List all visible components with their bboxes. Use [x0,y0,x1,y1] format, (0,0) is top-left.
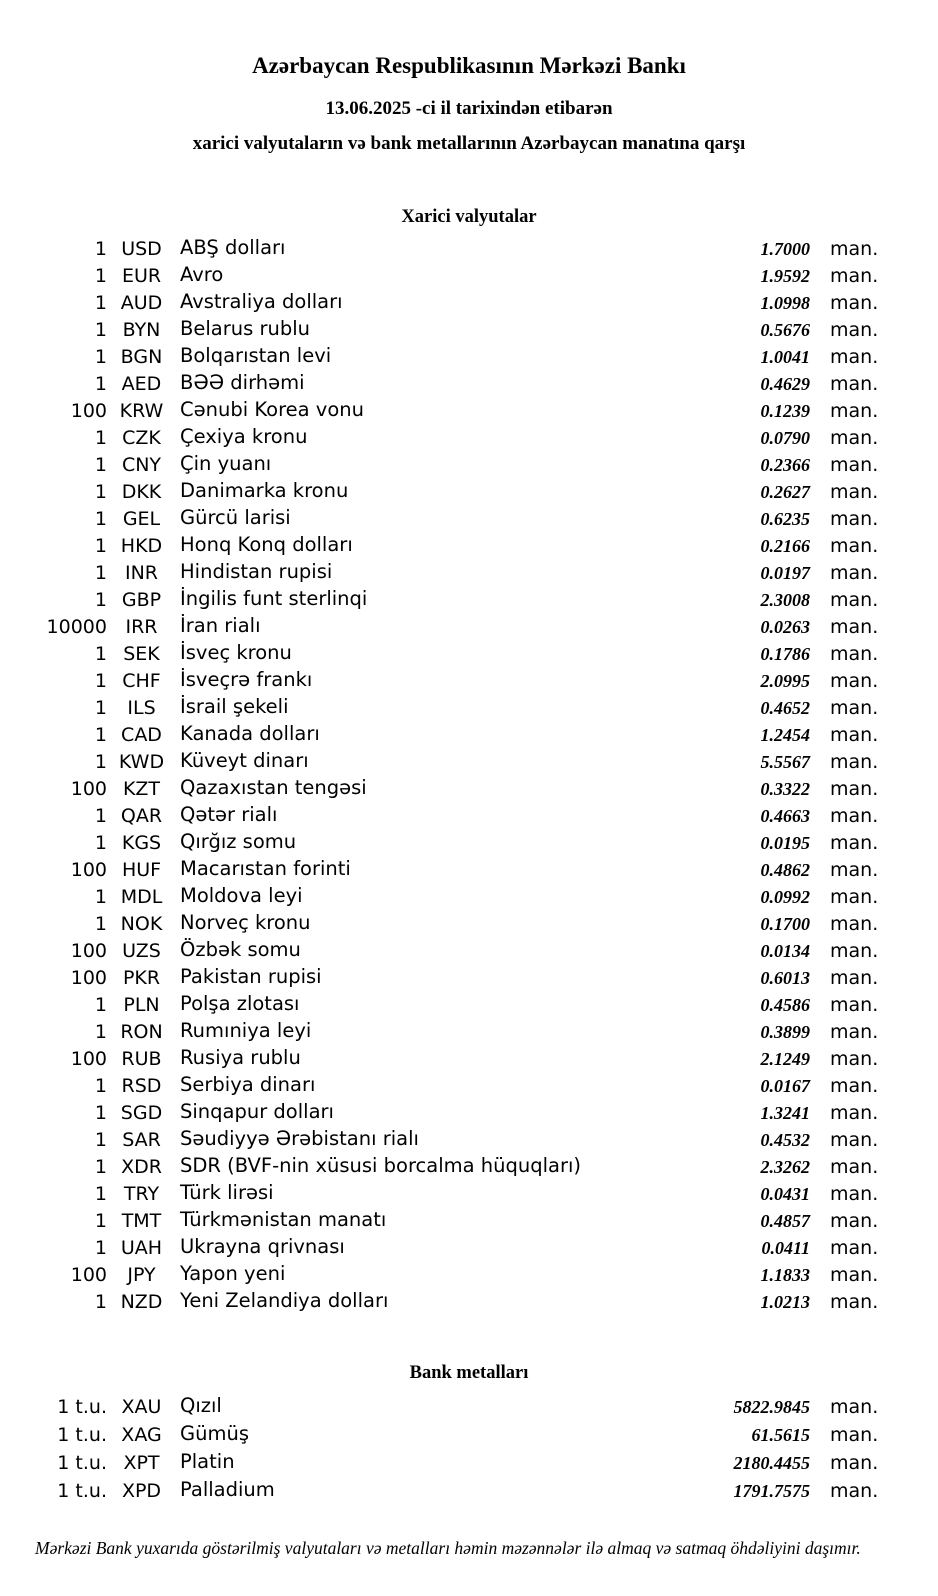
row-rate-value: 0.4532 [760,1130,810,1150]
row-rate-value: 0.0431 [760,1184,810,1204]
row-unit-label: man. [830,832,879,854]
row-currency-code: KWD [118,751,165,773]
row-currency-code: HUF [121,859,162,881]
row-currency-code: IRR [125,616,158,638]
row-currency-code: XAG [121,1424,162,1446]
rate-table-row [40,1127,879,1155]
row-currency-name: Səudiyyə Ərəbistanı rialı [180,1127,419,1150]
row-unit-label: man. [830,913,879,935]
metals-table [40,1394,879,1507]
row-currency-code: RUB [121,1048,162,1070]
row-qty: 1 [94,319,107,341]
row-unit-label: man. [830,238,879,260]
row-rate-value: 0.4652 [760,698,810,718]
row-currency-code: GBP [121,589,162,611]
row-currency-code: XPD [121,1480,162,1502]
row-currency-name: Türkmənistan manatı [180,1208,387,1231]
row-currency-name: İsveçrə frankı [180,668,313,691]
row-currency-name: Türk lirəsi [180,1181,274,1204]
rate-table-row [40,587,879,615]
row-unit-label: man. [830,373,879,395]
rate-table-row [40,479,879,507]
row-rate-value: 0.4857 [760,1211,810,1231]
row-rate-value: 1.0041 [760,347,810,367]
row-rate-value: 1.7000 [760,239,810,259]
row-currency-name: Belarus rublu [180,317,311,340]
row-currency-code: CAD [121,724,162,746]
row-rate-value: 0.0134 [760,941,810,961]
row-currency-name: Bolqarıstan levi [180,344,332,367]
row-qty: 1 [94,1129,107,1151]
row-currency-code: XAU [121,1396,162,1418]
row-qty: 100 [70,1048,107,1070]
row-rate-value: 2180.4455 [733,1453,810,1473]
row-qty: 1 [94,427,107,449]
rate-table-row [40,1154,879,1182]
row-rate-value: 0.2627 [760,482,810,502]
row-currency-name: İsveç kronu [180,641,292,664]
row-qty: 1 [94,886,107,908]
row-rate-value: 5822.9845 [733,1397,810,1417]
row-qty: 1 [94,724,107,746]
row-rate-value: 0.1786 [760,644,810,664]
row-rate-value: 1.0998 [760,293,810,313]
rate-table-row [40,911,879,939]
row-currency-code: XPT [123,1452,160,1474]
row-currency-name: Rusiya rublu [180,1046,301,1069]
row-unit-label: man. [830,481,879,503]
row-currency-code: NOK [120,913,163,935]
metals-section-title: Bank metalları [409,1363,529,1383]
row-currency-name: İran rialı [180,614,261,637]
row-currency-name: Qətər rialı [180,803,278,826]
rate-table-row [40,506,879,534]
row-currency-name: Rumıniya leyi [180,1019,312,1042]
row-qty: 100 [70,1264,107,1286]
row-rate-value: 0.0263 [760,617,810,637]
row-rate-value: 0.2166 [760,536,810,556]
row-qty: 1 [94,697,107,719]
row-rate-value: 0.0195 [760,833,810,853]
row-currency-name: Macarıstan forinti [180,857,351,880]
row-currency-code: KZT [122,778,161,800]
row-currency-name: Sinqapur dolları [180,1100,334,1123]
rate-table-row [40,641,879,669]
row-currency-name: SDR (BVF-nin xüsusi borcalma hüquqları) [180,1154,582,1177]
row-qty: 10000 [46,616,107,638]
row-qty: 1 [94,994,107,1016]
row-unit-label: man. [830,859,879,881]
row-currency-code: UAH [120,1237,163,1259]
row-qty: 1 [94,481,107,503]
row-currency-code: SEK [123,643,160,665]
row-currency-code: BYN [122,319,161,341]
row-currency-name: Özbək somu [180,938,301,961]
row-rate-value: 0.4586 [760,995,810,1015]
row-rate-value: 0.1239 [760,401,810,421]
disclaimer-text: Mərkəzi Bank yuxarıda göstərilmiş valyutaları və metalları həmin məzənnələr ilə almaq və satmaq öhdəliyini daşımır. [35,1538,861,1558]
row-currency-code: UZS [122,940,161,962]
row-currency-code: QAR [120,805,163,827]
rate-table-row [40,533,879,561]
rate-table-row [40,317,879,345]
row-qty: 1 [94,832,107,854]
row-qty: 1 [94,805,107,827]
rate-table-row [40,695,879,723]
row-rate-value: 0.5676 [760,320,810,340]
row-unit-label: man. [830,427,879,449]
row-rate-value: 0.4862 [760,860,810,880]
row-currency-name: Çexiya kronu [180,425,308,448]
row-rate-value: 5.5567 [760,752,810,772]
rate-table-row [40,425,879,453]
row-unit-label: man. [830,1264,879,1286]
row-currency-code: PLN [123,994,160,1016]
row-currency-name: Norveç kronu [180,911,311,934]
row-unit-label: man. [830,1048,879,1070]
row-currency-name: Ukrayna qrivnası [180,1235,345,1258]
row-unit-label: man. [830,1452,879,1474]
row-currency-code: HKD [120,535,163,557]
row-currency-code: NZD [120,1291,163,1313]
row-qty: 1 t.u. [57,1424,107,1446]
row-qty: 100 [70,859,107,881]
row-currency-code: INR [124,562,159,584]
row-unit-label: man. [830,562,879,584]
row-qty: 1 t.u. [57,1396,107,1418]
row-qty: 1 [94,1183,107,1205]
row-unit-label: man. [830,967,879,989]
page-title: Azərbaycan Respublikasının Mərkəzi Bankı [252,53,686,78]
row-currency-name: BƏƏ dirhəmi [180,371,305,394]
row-qty: 1 [94,751,107,773]
rate-table-row [40,236,879,264]
row-currency-code: CHF [122,670,161,692]
row-currency-code: XDR [121,1156,162,1178]
row-unit-label: man. [830,778,879,800]
rate-table-row [40,803,879,831]
row-currency-code: CNY [121,454,162,476]
row-currency-code: RON [120,1021,163,1043]
effective-date: 13.06.2025 -ci il tarixindən etibarən [325,98,613,119]
row-unit-label: man. [830,751,879,773]
rate-table-row [40,1262,879,1290]
row-currency-name: Honq Konq dolları [180,533,353,556]
rate-table-row [40,398,879,426]
row-currency-name: Kanada dolları [180,722,320,745]
row-currency-code: RSD [121,1075,162,1097]
row-currency-name: Pakistan rupisi [180,965,322,988]
page-subtitle: xarici valyutaların və bank metallarının Azərbaycan manatına qarşı [192,133,746,154]
rate-table-row [40,1478,879,1507]
row-currency-code: BGN [120,346,163,368]
row-currency-name: Avro [180,263,224,286]
row-unit-label: man. [830,724,879,746]
rate-table-row [40,1235,879,1263]
row-unit-label: man. [830,940,879,962]
row-currency-code: TMT [121,1210,162,1232]
row-unit-label: man. [830,994,879,1016]
rate-table-row [40,1394,879,1423]
row-currency-code: KRW [119,400,164,422]
row-unit-label: man. [830,1291,879,1313]
row-currency-name: Çin yuanı [180,452,272,475]
row-unit-label: man. [830,292,879,314]
row-unit-label: man. [830,1021,879,1043]
rate-table-row [40,1450,879,1479]
rate-table-row [40,344,879,372]
row-rate-value: 0.6235 [760,509,810,529]
row-currency-name: İsrail şekeli [180,695,289,718]
row-rate-value: 61.5615 [751,1425,810,1445]
row-unit-label: man. [830,1424,879,1446]
row-rate-value: 0.3899 [760,1022,810,1042]
row-qty: 1 t.u. [57,1480,107,1502]
row-currency-name: Palladium [180,1478,275,1501]
row-currency-name: Gümüş [180,1422,249,1445]
rate-table-row [40,1422,879,1451]
rate-table-row [40,1100,879,1128]
rate-table-row [40,992,879,1020]
rate-table-row [40,965,879,993]
row-rate-value: 0.3322 [760,779,810,799]
rate-table-row [40,1289,879,1317]
rate-table-row [40,668,879,696]
row-unit-label: man. [830,805,879,827]
row-currency-code: AED [121,373,162,395]
row-qty: 100 [70,967,107,989]
row-unit-label: man. [830,508,879,530]
row-unit-label: man. [830,697,879,719]
rate-table-row [40,560,879,588]
row-unit-label: man. [830,886,879,908]
row-qty: 1 [94,670,107,692]
row-currency-code: ILS [127,697,156,719]
row-unit-label: man. [830,643,879,665]
row-unit-label: man. [830,1075,879,1097]
row-currency-code: USD [121,238,162,260]
row-rate-value: 1.1833 [760,1265,810,1285]
row-qty: 1 t.u. [57,1452,107,1474]
row-unit-label: man. [830,1396,879,1418]
row-rate-value: 2.1249 [760,1049,810,1069]
rate-table-row [40,938,879,966]
rate-table-row [40,290,879,318]
row-qty: 1 [94,346,107,368]
rate-table-row [40,1208,879,1236]
row-rate-value: 0.6013 [760,968,810,988]
row-unit-label: man. [830,1480,879,1502]
row-unit-label: man. [830,535,879,557]
row-qty: 1 [94,1021,107,1043]
row-rate-value: 0.0197 [760,563,810,583]
currencies-section-title: Xarici valyutalar [401,207,537,227]
row-qty: 100 [70,940,107,962]
rate-table-row [40,857,879,885]
row-qty: 100 [70,400,107,422]
row-unit-label: man. [830,1237,879,1259]
row-rate-value: 1.3241 [760,1103,810,1123]
row-currency-name: Hindistan rupisi [180,560,333,583]
row-rate-value: 0.0411 [761,1238,810,1258]
row-currency-name: Danimarka kronu [180,479,349,502]
row-qty: 1 [94,1075,107,1097]
row-rate-value: 2.3262 [760,1157,810,1177]
row-currency-name: İngilis funt sterlinqi [180,587,368,610]
rate-table-row [40,749,879,777]
row-qty: 1 [94,265,107,287]
row-currency-name: Qırğız somu [180,830,297,853]
row-currency-code: GEL [122,508,161,530]
row-unit-label: man. [830,319,879,341]
row-rate-value: 0.0167 [760,1076,810,1096]
row-rate-value: 0.0992 [760,887,810,907]
row-rate-value: 1.2454 [760,725,810,745]
row-currency-name: Moldova leyi [180,884,303,907]
row-rate-value: 1791.7575 [733,1481,810,1501]
row-unit-label: man. [830,1210,879,1232]
row-currency-code: AUD [120,292,163,314]
row-qty: 1 [94,589,107,611]
row-rate-value: 1.0213 [760,1292,810,1312]
row-qty: 1 [94,913,107,935]
row-qty: 1 [94,643,107,665]
rate-table-row [40,1046,879,1074]
rate-table-row [40,1073,879,1101]
row-currency-name: Qızıl [180,1394,222,1417]
row-currency-code: KGS [121,832,162,854]
row-currency-name: ABŞ dolları [180,236,286,259]
row-currency-name: Qazaxıstan tengəsi [180,776,367,799]
row-unit-label: man. [830,589,879,611]
row-currency-name: Cənubi Korea vonu [180,398,364,421]
row-unit-label: man. [830,265,879,287]
row-unit-label: man. [830,1102,879,1124]
row-currency-name: Yapon yeni [180,1262,286,1285]
row-unit-label: man. [830,346,879,368]
row-currency-name: Platin [180,1450,235,1473]
row-rate-value: 1.9592 [760,266,810,286]
row-currency-name: Yeni Zelandiya dolları [180,1289,389,1312]
rate-table-row [40,884,879,912]
row-currency-name: Küveyt dinarı [180,749,309,772]
row-unit-label: man. [830,400,879,422]
row-currency-code: SAR [122,1129,161,1151]
row-rate-value: 0.4629 [760,374,810,394]
row-qty: 1 [94,508,107,530]
row-currency-name: Gürcü larisi [180,506,291,529]
row-currency-code: EUR [121,265,162,287]
row-qty: 1 [94,1156,107,1178]
row-rate-value: 2.0995 [760,671,810,691]
row-rate-value: 2.3008 [760,590,810,610]
row-qty: 1 [94,1291,107,1313]
row-qty: 1 [94,373,107,395]
rate-table-row [40,830,879,858]
row-rate-value: 0.2366 [760,455,810,475]
row-currency-name: Serbiya dinarı [180,1073,316,1096]
row-qty: 1 [94,292,107,314]
rate-table-row [40,1181,879,1209]
row-unit-label: man. [830,454,879,476]
row-currency-code: PKR [122,967,161,989]
rate-table-row [40,722,879,750]
row-qty: 1 [94,535,107,557]
row-qty: 1 [94,238,107,260]
row-qty: 100 [70,778,107,800]
rate-table-row [40,614,879,642]
row-currency-code: JPY [127,1264,156,1286]
rate-table-row [40,371,879,399]
row-unit-label: man. [830,670,879,692]
row-currency-code: DKK [121,481,162,503]
row-currency-code: MDL [120,886,163,908]
row-qty: 1 [94,562,107,584]
row-rate-value: 0.0790 [760,428,810,448]
rate-table-row [40,452,879,480]
row-qty: 1 [94,1210,107,1232]
row-rate-value: 0.4663 [760,806,810,826]
rate-table-row [40,1019,879,1047]
rate-table-row [40,776,879,804]
row-currency-name: Polşa zlotası [180,992,300,1015]
row-qty: 1 [94,1102,107,1124]
row-rate-value: 0.1700 [760,914,810,934]
row-unit-label: man. [830,1129,879,1151]
row-unit-label: man. [830,616,879,638]
row-unit-label: man. [830,1156,879,1178]
row-unit-label: man. [830,1183,879,1205]
row-currency-code: SGD [120,1102,163,1124]
row-qty: 1 [94,454,107,476]
row-currency-code: TRY [123,1183,160,1205]
row-currency-code: CZK [122,427,161,449]
currencies-table [40,236,879,1317]
rate-table-row [40,263,879,291]
row-currency-name: Avstraliya dolları [180,290,343,313]
row-qty: 1 [94,1237,107,1259]
